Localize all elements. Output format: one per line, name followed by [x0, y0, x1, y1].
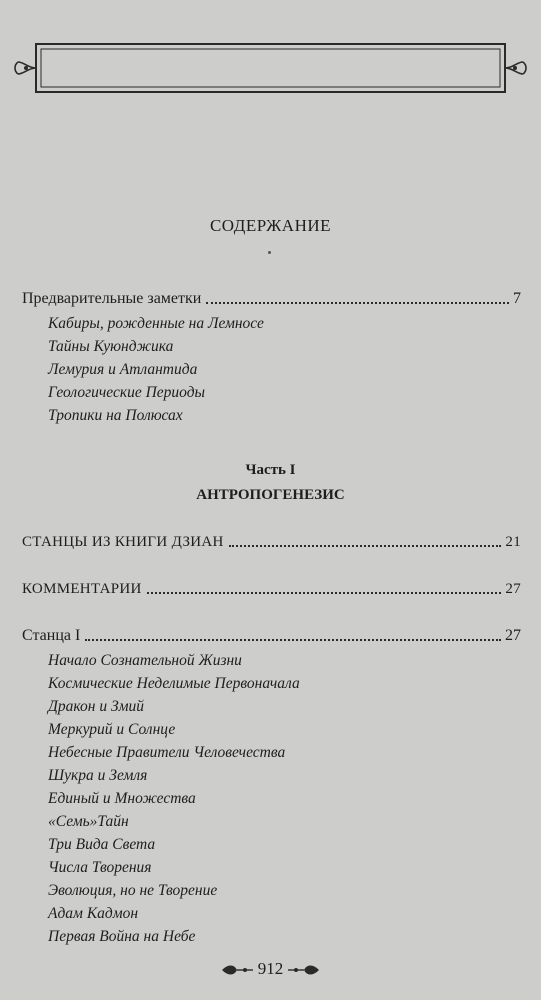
toc-subentry[interactable]: Меркурий и Солнце [48, 721, 176, 738]
part-number: Часть I [245, 462, 296, 478]
toc-entry-label: Предварительные заметки [22, 290, 202, 307]
dot-leader [206, 302, 509, 304]
toc-entry-label: СТАНЦЫ ИЗ КНИГИ ДЗИАН [22, 534, 224, 550]
toc-entry-intro[interactable] [22, 284, 521, 308]
toc-entry-page: 27 [505, 581, 521, 597]
dot-leader [147, 592, 502, 594]
toc-entry-label: КОММЕНТАРИИ [22, 581, 142, 597]
fleuron-right-icon [287, 962, 321, 976]
toc-entry-stanzas[interactable] [22, 527, 521, 551]
toc-subentry[interactable]: Небесные Правители Человечества [48, 744, 286, 761]
toc-entry-label: Станца I [22, 627, 81, 644]
page-number: 912 [257, 959, 284, 979]
toc-subentry[interactable]: Единый и Множества [48, 790, 196, 807]
toc-subentry[interactable]: Лемурия и Атлантида [48, 361, 198, 378]
page-footer [0, 958, 541, 979]
toc-subentry[interactable]: Дракон и Змий [48, 698, 145, 715]
toc-subentry[interactable]: Кабиры, рожденные на Лемносе [48, 315, 264, 332]
toc-subentry[interactable]: Тайны Куюнджика [48, 338, 174, 355]
toc-entry-page: 7 [513, 290, 521, 307]
toc-subentry[interactable]: Адам Кадмон [48, 905, 139, 922]
toc-subentry[interactable]: Эволюция, но не Творение [48, 882, 218, 899]
toc-subentry[interactable]: «Семь»Тайн [48, 813, 129, 830]
page-title: СОДЕРЖАНИЕ [209, 216, 332, 235]
toc-entry-stanza-1[interactable] [22, 621, 521, 645]
dot-leader [85, 639, 501, 641]
toc-subentry[interactable]: Космические Неделимые Первоначала [48, 675, 300, 692]
part-name: АНТРОПОГЕНЕЗИС [196, 487, 345, 503]
toc-subentry[interactable]: Числа Творения [48, 859, 152, 876]
title-dot [268, 251, 271, 254]
toc-subentry[interactable]: Геологические Периоды [48, 384, 206, 401]
dot-leader [229, 545, 502, 547]
toc-entry-commentary[interactable] [22, 574, 521, 598]
toc-subentry[interactable]: Тропики на Полюсах [48, 407, 183, 424]
toc-subentry[interactable]: Три Вида Света [48, 836, 156, 853]
toc-entry-page: 27 [505, 627, 521, 644]
toc-subentry[interactable]: Начало Сознательной Жизни [48, 652, 242, 669]
toc-entry-page: 21 [505, 534, 521, 550]
fleuron-left-icon [220, 962, 254, 976]
header-ornament [14, 38, 527, 98]
toc-subentry[interactable]: Первая Война на Небе [48, 928, 196, 945]
toc-subentry[interactable]: Шукра и Земля [48, 767, 148, 784]
